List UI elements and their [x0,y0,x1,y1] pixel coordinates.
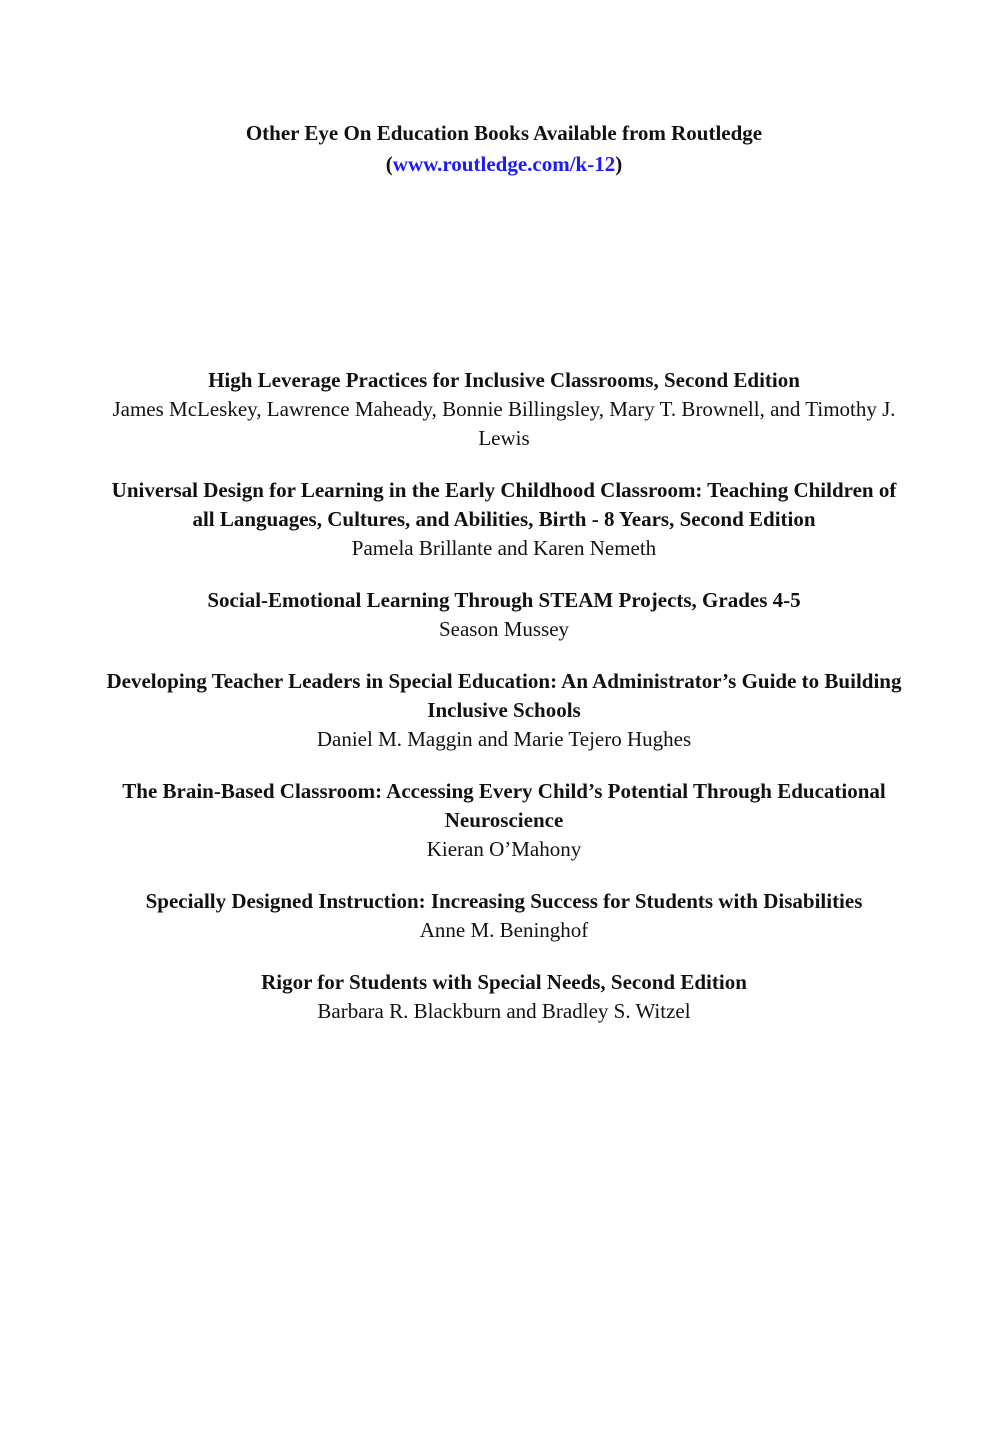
book-authors: Barbara R. Blackburn and Bradley S. Witzel [317,999,691,1023]
book-title: Developing Teacher Leaders in Special Education: An Administrator’s Guide to Building Inclusive Schools [106,669,902,722]
book-title: Specially Designed Instruction: Increasing Success for Students with Disabilities [145,889,863,913]
book-authors: Daniel M. Maggin and Marie Tejero Hughes [316,727,692,751]
book-authors: Season Mussey [438,617,570,641]
book-authors: James McLeskey, Lawrence Maheady, Bonnie Billingsley, Mary T. Brownell, and Timothy J. Lewis [112,397,896,450]
book-title: Universal Design for Learning in the Early Childhood Classroom: Teaching Children of all Languages, Cultures, and Abilities, Birth - 8 Years, Second Edition [111,478,897,531]
book-entry [100,968,908,1026]
book-entry [100,887,908,945]
header-title: Other Eye On Education Books Available from Routledge [245,121,763,145]
book-title: The Brain-Based Classroom: Accessing Every Child’s Potential Through Educational Neuroscience [122,779,886,832]
header-link-line [0,149,1008,180]
page-header [0,118,1008,180]
book-title: Rigor for Students with Special Needs, Second Edition [261,970,747,994]
book-authors: Pamela Brillante and Karen Nemeth [351,536,657,560]
book-list [100,366,908,1049]
book-entry [100,366,908,453]
book-entry [100,777,908,864]
book-authors: Kieran O’Mahony [426,837,582,861]
book-entry [100,586,908,644]
book-entry [100,667,908,754]
book-authors: Anne M. Beninghof [419,918,589,942]
paren-close: ) [615,152,623,176]
routledge-link[interactable]: www.routledge.com/k-12 [392,152,616,176]
paren-open: ( [385,152,393,176]
book-title: Social-Emotional Learning Through STEAM Projects, Grades 4-5 [207,588,801,612]
book-title: High Leverage Practices for Inclusive Classrooms, Second Edition [208,368,800,392]
book-entry [100,476,908,563]
